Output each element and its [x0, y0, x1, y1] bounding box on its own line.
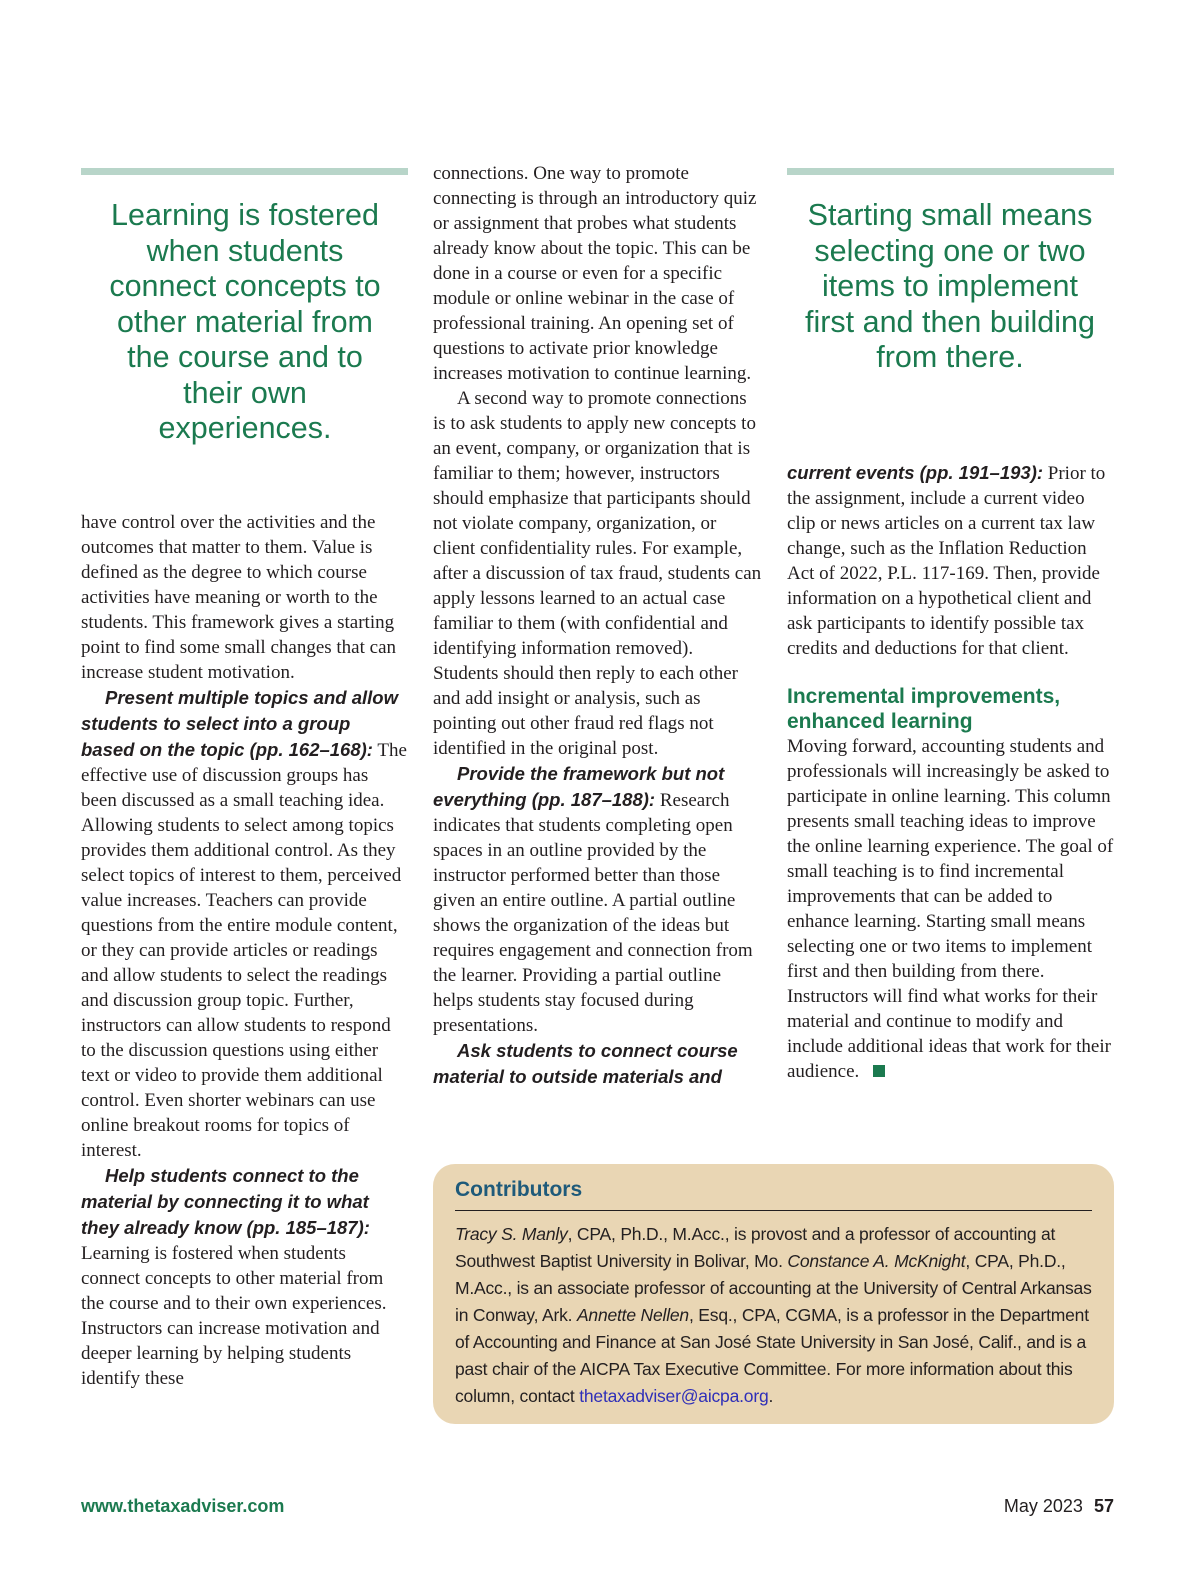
- lead-in-topics: Present multiple topics and allow students to select into a group based on the topic (pp. 162–168):: [81, 687, 398, 760]
- footer-website[interactable]: www.thetaxadviser.com: [81, 1496, 285, 1516]
- contributors-text: [455, 1221, 1092, 1410]
- contact-email-link[interactable]: thetaxadviser@aicpa.org: [579, 1386, 769, 1406]
- paragraph-final-text: Moving forward, accounting students and professionals will increasingly be asked to participate in online learning. This column presents small teaching ideas to improve the online learning experience. The goal of small teaching is to find incremental improvements that can be added to enhance learning. Starting small means selecting one or two items to implement first and then building from there. Instructors will find what works for their material and continue to modify and include additional ideas that work for their audience.: [787, 736, 1114, 1082]
- pullquote-left: Learning is fostered when students connect concepts to other material from the course and to their own experiences.: [109, 198, 381, 445]
- section-subhead: Incremental improvements, enhanced learning: [787, 685, 1061, 733]
- pullquote-rule-left: [81, 168, 408, 175]
- pullquote-right: Starting small means selecting one or two items to implement first and then building from there.: [805, 198, 1095, 374]
- contributor-bio-2: , CPA, Ph.D., M.Acc., is an associate professor of accounting at the University of Central Arkansas in Conway, Ark.: [455, 1251, 1092, 1325]
- paragraph-connections: connections. One way to promote connecting is through an introductory quiz or assignment that probes what students already know about the topic. This can be done in a course or even for a specific module or online webinar in the case of professional training. An opening set of questions to activate prior knowledge increases motivation to continue learning.: [433, 163, 757, 384]
- column-3: [787, 460, 1114, 1084]
- contributors-box: [433, 1164, 1114, 1424]
- end-mark-icon: [873, 1065, 885, 1077]
- paragraph-outside: [433, 1038, 762, 1090]
- paragraph-second-way: A second way to promote connections is to ask students to apply new concepts to an event, company, or organization that is familiar to them; however, instructors should emphasize that participants should not violate company, organization, or client confidentiality rules. For example, after a discussion of tax fraud, students can apply lessons learned to an actual case familiar to them (with confidential and identifying information removed). Students should then reply to each other and add insight or analysis, such as pointing out other fraud red flags not identified in the original post.: [433, 388, 762, 759]
- contributor-name-2: Constance A. McKnight: [787, 1251, 966, 1271]
- lead-in-connect: Help students connect to the material by connecting it to what they already know (pp. 185–187):: [81, 1165, 370, 1238]
- pullquote-rule-right: [787, 168, 1114, 175]
- contributors-end: .: [768, 1386, 774, 1406]
- lead-in-current-events: current events (pp. 191–193):: [787, 462, 1044, 483]
- contributor-name-3: Annette Nellen: [576, 1305, 689, 1325]
- paragraph-framework-text: Research indicates that students completing open spaces in an outline provided by the instructor performed better than those given an entire outline. A partial outline shows the organization of the ideas but requires engagement and connection from the learner. Providing a partial outline helps students stay focused during presentations.: [433, 790, 753, 1036]
- paragraph-final: [787, 734, 1114, 1084]
- page-number: 57: [1093, 1496, 1114, 1516]
- contributor-name-1: Tracy S. Manly: [455, 1224, 568, 1244]
- paragraph-topics: [81, 685, 408, 1163]
- contributor-bio-3: , Esq., CPA, CGMA, is a professor in the Department of Accounting and Finance at San José State University in San José, Calif., and is a past chair of the AICPA Tax Executive Committee. For more information about this column, contact: [455, 1305, 1089, 1406]
- footer-folio: [1004, 1494, 1114, 1518]
- column-1: [81, 510, 408, 1391]
- lead-in-framework: Provide the framework but not everything (pp. 187–188):: [433, 763, 725, 810]
- paragraph-topics-text: The effective use of discussion groups has been discussed as a small teaching idea. Allowing students to select among topics provides them additional control. As they select topics of interest to them, perceived value increases. Teachers can provide questions from the entire module content, or they can provide articles or readings and allow students to select the readings and discussion group topic. Further, instructors can allow students to respond to the discussion questions using either text or video to provide them additional control. Even shorter webinars can use online breakout rooms for topics of interest.: [81, 740, 407, 1161]
- contributor-bio-1: , CPA, Ph.D., M.Acc., is provost and a professor of accounting at Southwest Baptist University in Bolivar, Mo.: [455, 1224, 1056, 1271]
- paragraph-current-events: [787, 460, 1114, 661]
- paragraph-connect: [81, 1163, 408, 1391]
- paragraph-framework: [433, 761, 762, 1038]
- contributors-heading: Contributors: [455, 1176, 1092, 1211]
- column-2: [433, 161, 762, 1090]
- lead-in-outside: Ask students to connect course material to outside materials and: [433, 1040, 738, 1087]
- paragraph-current-events-text: Prior to the assignment, include a current video clip or news articles on a current tax law change, such as the Inflation Reduction Act of 2022, P.L. 117-169. Then, provide information on a hypothetical client and ask participants to identify possible tax credits and deductions for that client.: [787, 463, 1106, 659]
- paragraph-connect-text: Learning is fostered when students connect concepts to other material from the course and to their own experiences. Instructors can increase motivation and deeper learning by helping students identify these: [81, 1243, 387, 1389]
- footer-date: May 2023: [1003, 1496, 1083, 1516]
- paragraph-intro: have control over the activities and the outcomes that matter to them. Value is defined as the degree to which course activities have meaning or worth to the students. This framework gives a starting point to find some small changes that can increase student motivation.: [81, 512, 397, 683]
